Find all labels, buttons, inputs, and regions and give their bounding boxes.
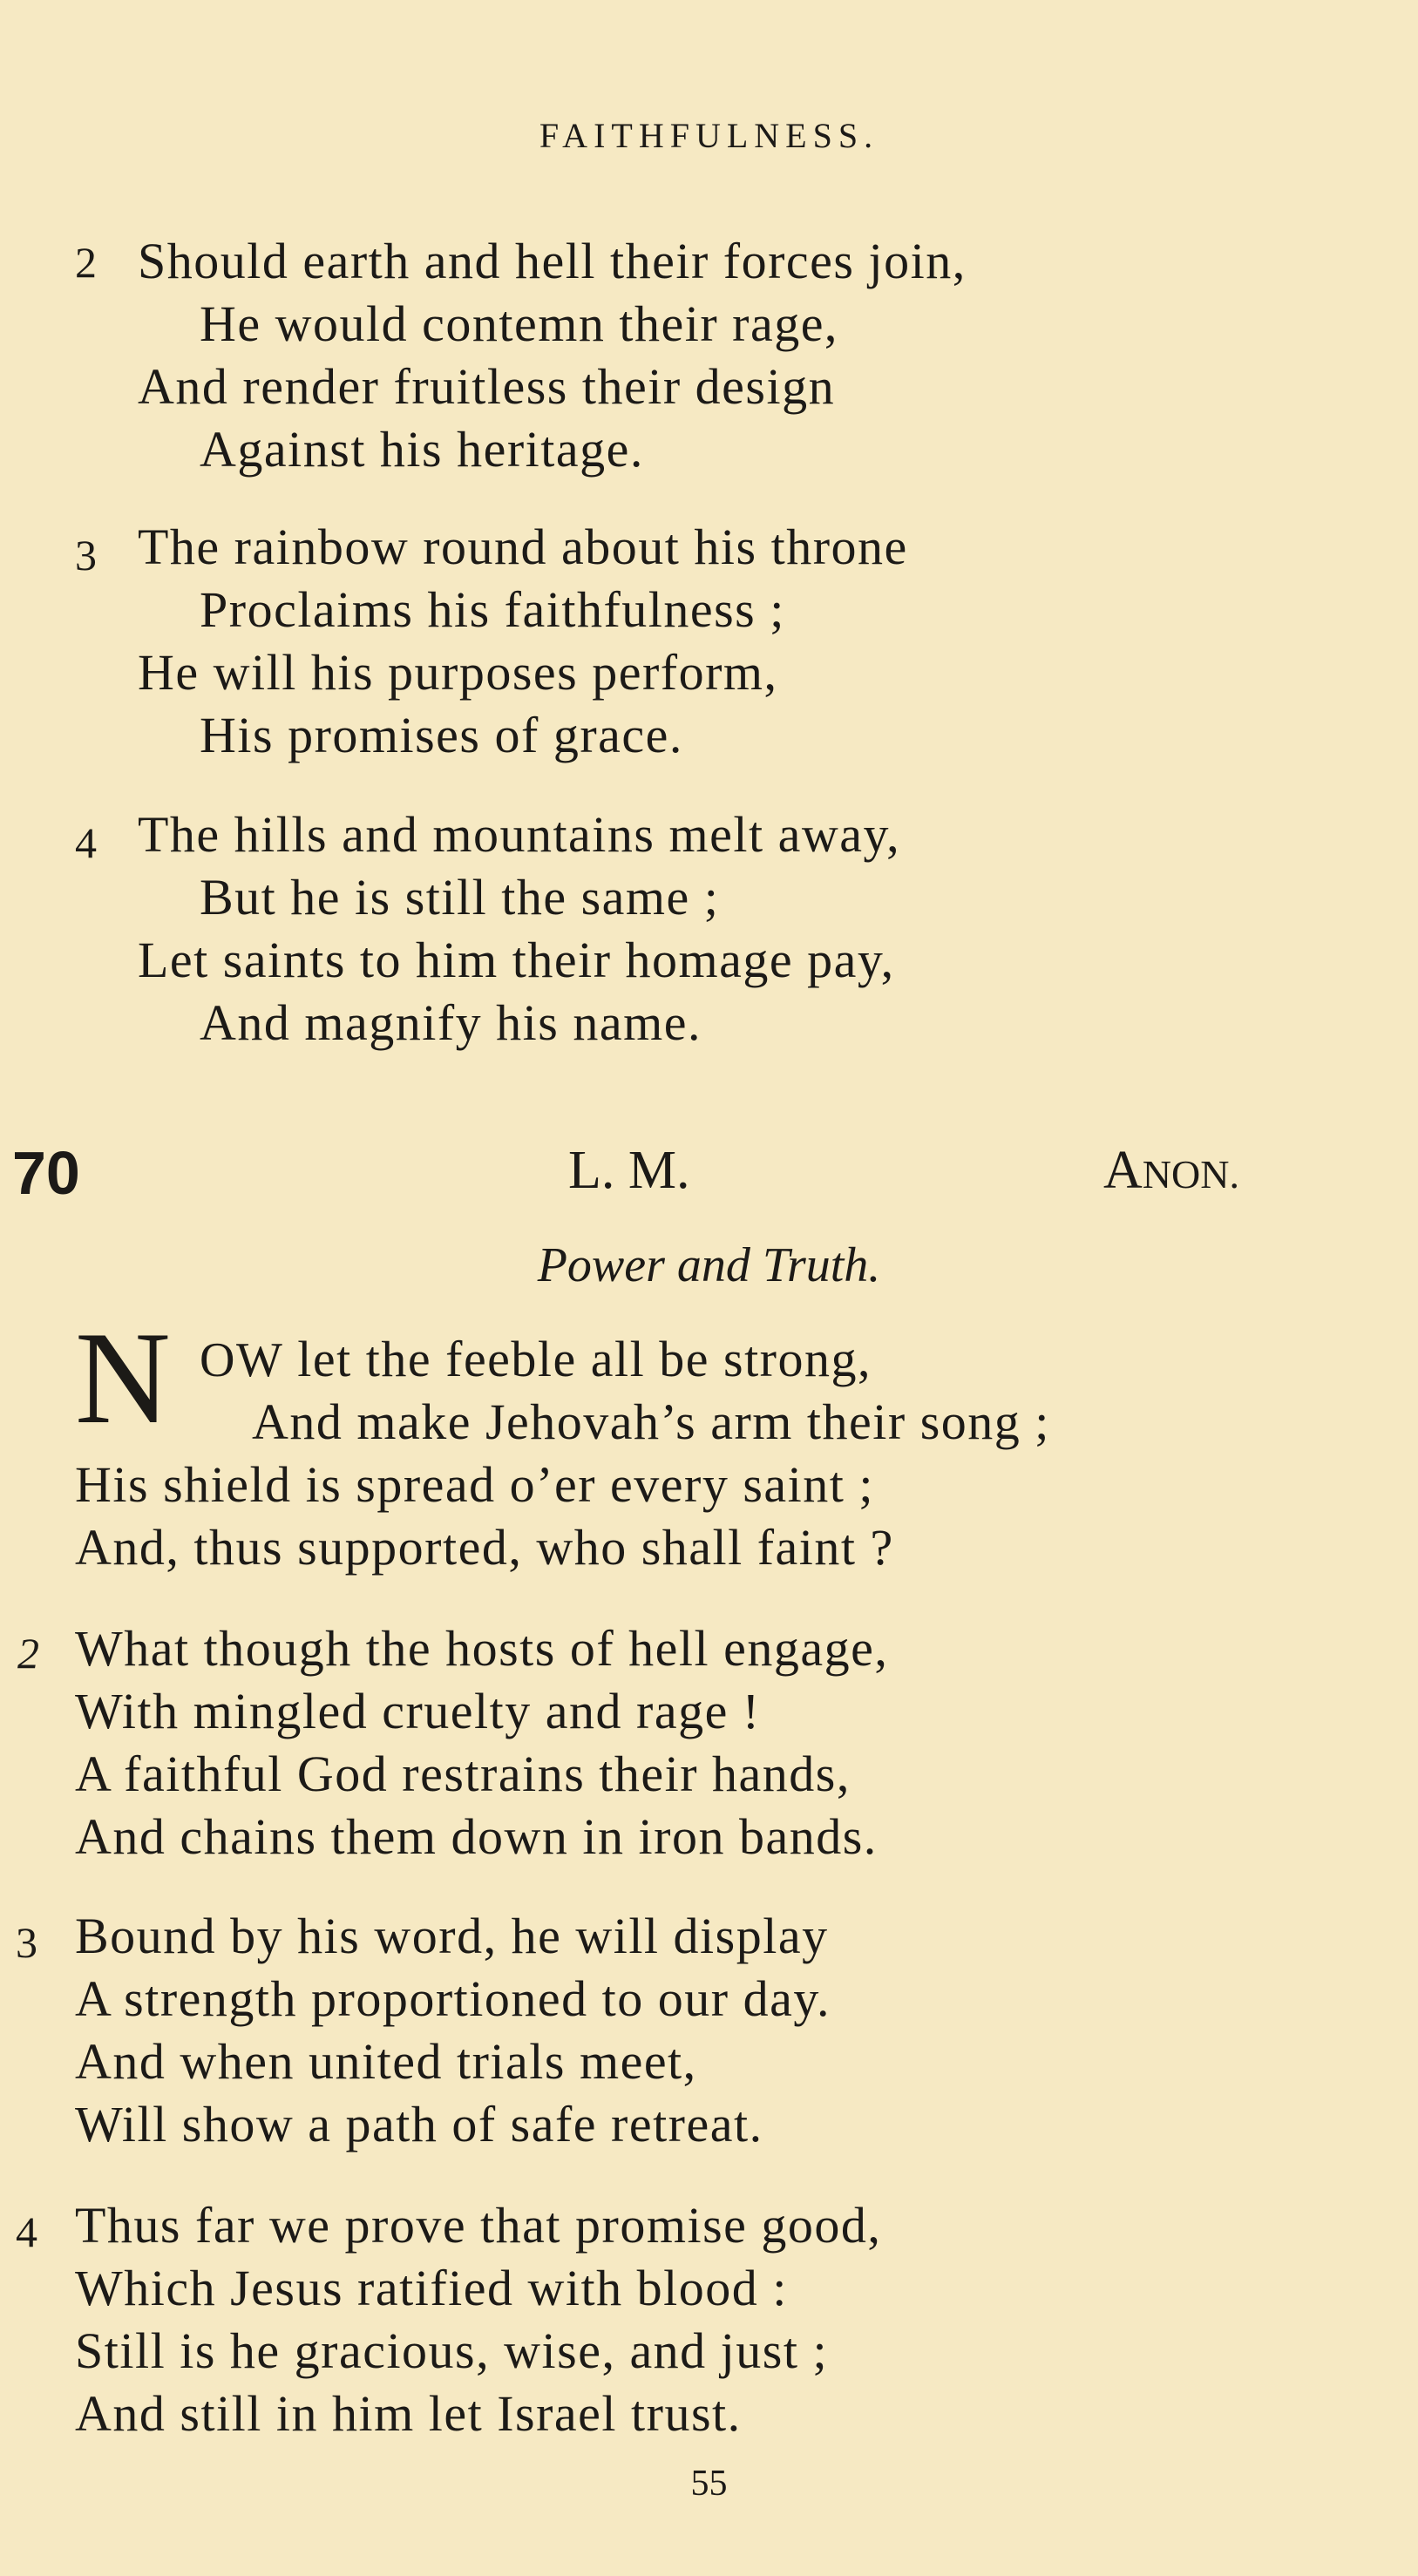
verse-line: And still in him let Israel trust. <box>75 2385 742 2442</box>
verse-line: And, thus supported, who shall faint ? <box>75 1519 894 1576</box>
verse-line: His shield is spread o’er every saint ; <box>75 1456 875 1513</box>
verse-line <box>200 1328 872 1392</box>
verse-line: Should earth and hell their forces join, <box>138 233 967 289</box>
verse-number: 3 <box>75 531 97 580</box>
verse-line: Let saints to him their homage pay, <box>138 932 895 988</box>
first-word-caps: OW <box>200 1333 284 1387</box>
verse-line: And chains them down in iron bands. <box>75 1808 878 1865</box>
verse-number: 4 <box>16 2207 37 2256</box>
verse-line: A strength proportioned to our day. <box>75 1970 831 2027</box>
verse-line: And magnify his name. <box>200 994 702 1051</box>
verse-line: And make Jehovah’s arm their song ; <box>252 1393 1050 1450</box>
page-number: 55 <box>690 2464 728 2504</box>
verse-line: And when united trials meet, <box>75 2033 697 2090</box>
running-head: FAITHFULNESS. <box>539 116 879 155</box>
verse-line: With mingled cruelty and rage ! <box>75 1683 761 1739</box>
verse-line: Bound by his word, he will display <box>75 1908 829 1964</box>
first-line-rest: let the feeble all be strong, <box>283 1331 872 1387</box>
verse-number: 3 <box>16 1918 37 1967</box>
verse-line: Which Jesus ratified with blood : <box>75 2260 788 2316</box>
verse-number: 4 <box>75 818 97 867</box>
verse-line: The hills and mountains melt away, <box>138 806 901 863</box>
verse-line: But he is still the same ; <box>200 869 720 925</box>
verse-line: Still is he gracious, wise, and just ; <box>75 2322 829 2379</box>
drop-cap: N <box>75 1305 171 1451</box>
verse-line: His promises of grace. <box>200 707 683 763</box>
hymn-number: 70 <box>12 1139 80 1207</box>
verse-number: 2 <box>17 1629 39 1678</box>
author <box>1103 1140 1239 1202</box>
author-small-caps: NON. <box>1142 1152 1239 1196</box>
verse-line: A faithful God restrains their hands, <box>75 1746 851 1802</box>
verse-line: Will show a path of safe retreat. <box>75 2096 763 2152</box>
hymn-subtitle: Power and Truth. <box>537 1238 881 1292</box>
verse-line: And render fruitless their design <box>138 358 836 415</box>
verse-line: He would contemn their rage, <box>200 295 838 352</box>
verse-line: Against his heritage. <box>200 421 644 478</box>
verse-number: 2 <box>75 238 97 287</box>
verse-line: Thus far we prove that promise good, <box>75 2197 882 2254</box>
verse-line: He will his purposes perform, <box>138 644 778 701</box>
verse-line: Proclaims his faithfulness ; <box>200 581 785 638</box>
verse-line: What though the hosts of hell engage, <box>75 1620 889 1677</box>
meter: L. M. <box>568 1141 690 1200</box>
author-initial: A <box>1103 1141 1143 1200</box>
verse-line: The rainbow round about his throne <box>138 519 908 575</box>
